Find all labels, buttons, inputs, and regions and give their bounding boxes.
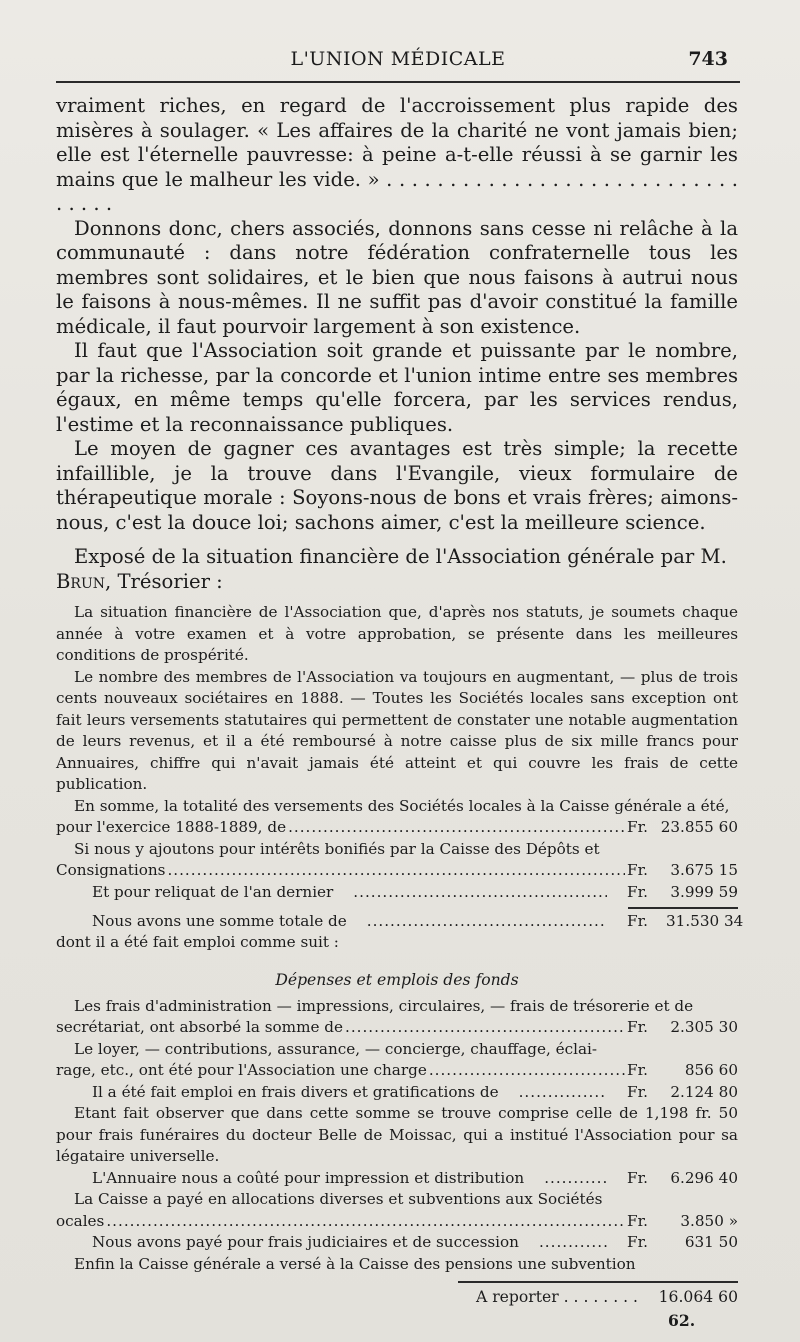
page-body [56, 94, 744, 1333]
ledger-amount: 631 50 [684, 1233, 738, 1251]
paragraph: Le moyen de gagner ces avantages est très simple; la recette infaillible, je la trouve dans l'Evangile, vieux formulaire de thérapeutique morale : Soyons-nous de bons et vrais frères; aimons-nous, c'est la douce loi; sachons aimer, c'est la meilleure science. [56, 437, 738, 534]
carry-forward-amount: 16.064 60 [658, 1287, 738, 1306]
ledger-label: secrétariat, ont absorbé la somme de [56, 1018, 343, 1036]
leader-dots [349, 911, 607, 933]
ledger-currency: Fr. [627, 1018, 648, 1036]
ledger-amount: 6.296 40 [670, 1168, 738, 1187]
ledger-currency: Fr. [627, 1082, 648, 1101]
ledger-lead: Le loyer, — contributions, assurance, — concierge, chauffage, éclai- [74, 1039, 598, 1058]
leader-dots [288, 817, 625, 839]
ledger-currency: Fr. [627, 861, 648, 879]
paragraph: Il faut que l'Association soit grande et puissante par le nombre, par la richesse, par la concorde et l'union intime entre ses membres égaux, en même temps qu'elle forcera, par les services rendus, l'estime et la reconnaissance publiques. [56, 339, 738, 436]
ledger-lead: Si nous y ajoutons pour intérêts bonifiés par la Caisse des Dépôts et [74, 839, 600, 858]
ledger-label: rage, etc., ont été pour l'Association une charge [56, 1061, 427, 1079]
carry-forward-row [56, 1285, 738, 1309]
page-header [56, 48, 740, 76]
ledger-amount: 2.305 30 [670, 1018, 738, 1036]
ledger-label: Et pour reliquat de l'an dernier [92, 882, 334, 901]
leader-dots [167, 860, 625, 882]
expense-note: Etant fait observer que dans cette somme se trouve comprise celle de 1,198 fr. 50 pour frais funéraires du docteur Belle de Moissac, qui a institué l'Association pour sa légataire universelle. [56, 1104, 738, 1165]
leader-dots [521, 1232, 607, 1254]
ledger-currency: Fr. [627, 1211, 648, 1230]
ledger-lead: Les frais d'administration — impressions, circulaires, — frais de trésorerie et de [74, 996, 694, 1015]
ledger-currency: Fr. [627, 1233, 648, 1251]
paragraph: vraiment riches, en regard de l'accroissement plus rapide des misères à soulager. « Les affaires de la charité ne vont jamais bien; elle est l'éternelle pauvresse: à peine a-t-elle réussi à se garnir les mains que le malheur les vide. » . . . . . . . . . . . . . . . . . . . . . . . . . . . . . . . . . [56, 94, 738, 215]
ledger-row [56, 860, 738, 882]
leader-dots [429, 1060, 625, 1082]
paragraph: Donnons donc, chers associés, donnons sans cesse ni relâche à la communauté : dans notre fédération confraternelle tous les membres sont solidaires, et le bien que nous faisons à autrui nous le faisons à nous-mêmes. Il ne suffit pas d'avoir constitué la famille médicale, il faut pourvoir largement à son existence. [56, 216, 738, 338]
ledger-row [56, 817, 738, 839]
section-heading [56, 545, 738, 594]
carry-label-text: A reporter [475, 1287, 559, 1306]
ledger-amount: 3.999 59 [670, 882, 738, 901]
ledger-row [56, 1060, 738, 1082]
ledger-row [56, 1232, 738, 1254]
ledger-amount: 23.855 60 [660, 818, 738, 836]
receipts-intro: En somme, la totalité des versements des Sociétés locales à la Caisse générale a été, [74, 796, 730, 815]
ledger-currency: Fr. [627, 1168, 648, 1187]
paragraph: La situation financière de l'Association que, d'après nos statuts, je soumets chaque année à votre examen et à votre approbation, se présente dans les meilleures conditions de prospérité. [56, 603, 738, 664]
section-heading-suffix: , Trésorier : [105, 569, 223, 593]
ledger-currency: Fr. [627, 882, 648, 901]
total-label: Nous avons une somme totale de [92, 911, 347, 930]
total-amount: 31.530 34 [666, 911, 744, 930]
last-line: Enfin la Caisse générale a versé à la Caisse des pensions une subvention [74, 1254, 636, 1273]
ledger-row [56, 1211, 738, 1233]
ledger-amount: 3.675 15 [670, 861, 738, 879]
ledger-lead: La Caisse a payé en allocations diverses et subventions aux Sociétés [74, 1190, 603, 1208]
header-rule [56, 81, 740, 83]
signature-mark: 62. [668, 1310, 696, 1330]
running-title: L'UNION MÉDICALE [290, 48, 506, 70]
ledger-row [56, 1017, 738, 1039]
total-row [56, 911, 744, 933]
after-total-text: dont il a été fait emploi comme suit : [56, 933, 339, 951]
leader-dots [345, 1017, 625, 1039]
leader-dots [106, 1211, 625, 1233]
treasurer-name: Brun [56, 569, 105, 593]
ledger-label: L'Annuaire nous a coûté pour impression et distribution [92, 1168, 525, 1187]
ledger-label: ocales [56, 1211, 105, 1230]
ledger-label: pour l'exercice 1888-1889, de [56, 818, 287, 836]
ledger-label: Consignations [56, 861, 166, 879]
ledger-label: Il a été fait emploi en frais divers et gratifications de [92, 1082, 499, 1101]
leader-dots [335, 882, 607, 904]
ledger-row [56, 882, 738, 904]
paragraph: Le nombre des membres de l'Association va toujours en augmentant, — plus de trois cents nouveaux sociétaires en 1888. — Toutes les Sociétés locales sans exception ont fait leurs versements statutaires qui permettent de constater une notable augmentation de leurs revenus, et il a été remboursé à notre caisse plus de six mille francs pour Annuaires, chiffre qui n'avait jamais été atteint et qui couvre les frais de cette publication. [56, 667, 738, 793]
expenses-title: Dépenses et emplois des fonds [275, 970, 519, 989]
carry-forward-label [476, 1285, 638, 1309]
ledger-label: Nous avons payé pour frais judiciaires et de succession [92, 1233, 519, 1251]
ledger-row [56, 1082, 738, 1104]
section-heading-prefix: Exposé de la situation financière de l'Association générale par M. [74, 545, 727, 568]
ledger-amount: 2.124 80 [670, 1082, 738, 1101]
ledger-currency: Fr. [627, 818, 648, 836]
ledger-amount: 856 60 [684, 1061, 738, 1079]
page-number: 743 [688, 48, 728, 70]
leader-dots [526, 1168, 607, 1190]
ledger-currency: Fr. [627, 1061, 648, 1079]
sum-rule [628, 907, 738, 909]
ledger-amount: 3.850 » [680, 1211, 738, 1230]
leader-dots [501, 1082, 607, 1104]
carry-dots: . . . . . . . . [563, 1287, 638, 1306]
report-rule [458, 1281, 738, 1283]
ledger-row [56, 1168, 738, 1190]
total-currency: Fr. [627, 911, 648, 930]
